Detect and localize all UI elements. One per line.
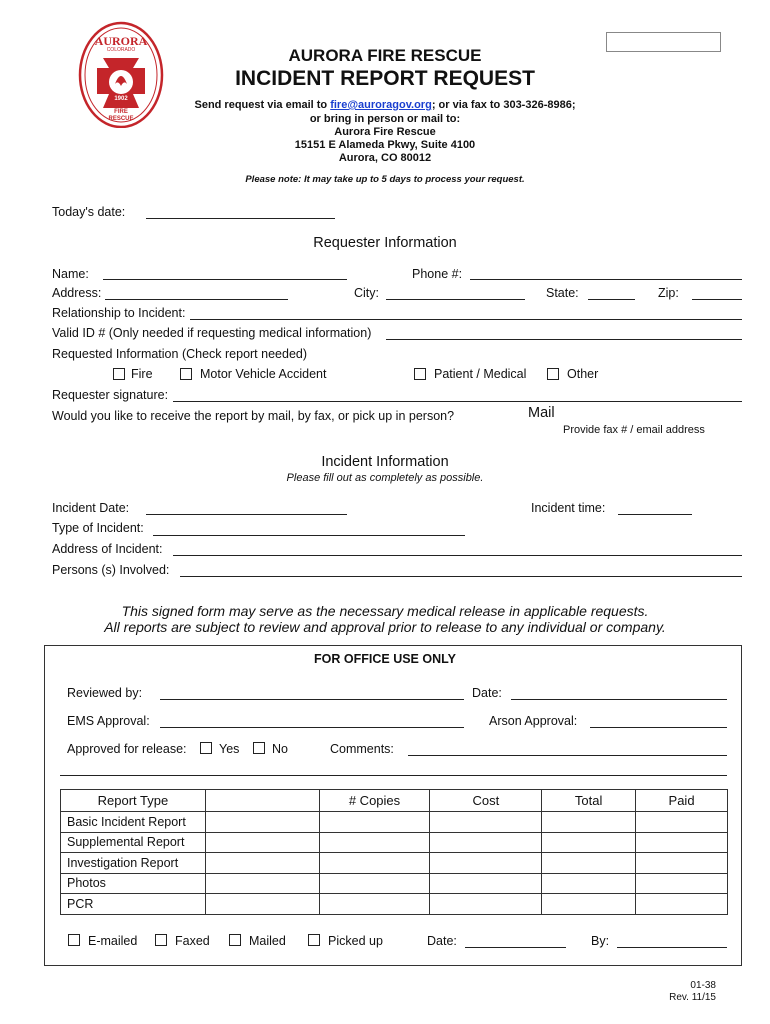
contact-line-2: or bring in person or mail to: <box>309 113 461 125</box>
requested-info-label: Requested Information (Check report needed) <box>52 347 308 361</box>
name-label: Name: <box>52 267 89 281</box>
logo-top-text: AURORA <box>94 34 148 48</box>
release-note-1: This signed form may serve as the necessary medical release in applicable requests. <box>121 603 649 619</box>
city-label: City: <box>354 286 379 300</box>
table-cell[interactable] <box>636 832 728 853</box>
table-cell[interactable] <box>542 812 636 833</box>
table-cell[interactable] <box>430 832 542 853</box>
row-label: PCR <box>61 894 206 915</box>
patient-medical-label: Patient / Medical <box>434 367 527 381</box>
persons-involved-field[interactable] <box>180 576 742 577</box>
requester-heading: Requester Information <box>313 235 457 251</box>
faxed-label: Faxed <box>175 934 210 948</box>
contact-line-4: 15151 E Alameda Pkwy, Suite 4100 <box>294 139 476 151</box>
incident-time-field[interactable] <box>618 514 692 515</box>
mailed-label: Mailed <box>249 934 286 948</box>
reviewed-by-field[interactable] <box>160 699 464 700</box>
table-header-row <box>61 790 728 812</box>
logo-sub-text: COLORADO <box>106 47 136 53</box>
picked-up-checkbox[interactable] <box>308 934 320 946</box>
incident-date-label: Incident Date: <box>52 501 130 515</box>
table-row <box>61 894 728 915</box>
picked-up-label: Picked up <box>328 934 383 948</box>
city-field[interactable] <box>386 299 525 300</box>
valid-id-field[interactable] <box>386 339 742 340</box>
table-row <box>61 832 728 853</box>
emailed-label: E-mailed <box>88 934 138 948</box>
sent-by-label: By: <box>591 934 610 948</box>
persons-involved-label: Persons (s) Involved: <box>52 563 170 577</box>
table-cell[interactable] <box>430 894 542 915</box>
table-cell[interactable] <box>205 832 319 853</box>
arson-approval-label: Arson Approval: <box>489 714 578 728</box>
table-cell[interactable] <box>319 894 430 915</box>
header-total: Total <box>542 790 636 812</box>
comments-label: Comments: <box>330 742 394 756</box>
processing-note: Please note: It may take up to 5 days to process your request. <box>245 174 525 185</box>
emailed-checkbox[interactable] <box>68 934 80 946</box>
delivery-hint: Provide fax # / email address <box>563 424 705 436</box>
table-cell[interactable] <box>319 812 430 833</box>
incident-subheading: Please fill out as completely as possible. <box>286 472 484 484</box>
office-use-heading: FOR OFFICE USE ONLY <box>314 652 456 666</box>
header-copies: # Copies <box>319 790 430 812</box>
comments-field[interactable] <box>408 755 727 756</box>
ems-approval-field[interactable] <box>160 727 464 728</box>
row-label: Basic Incident Report <box>61 812 206 833</box>
mailed-checkbox[interactable] <box>229 934 241 946</box>
header-paid: Paid <box>636 790 728 812</box>
release-note-2: All reports are subject to review and approval prior to release to any individual or company. <box>104 619 666 635</box>
table-cell[interactable] <box>542 853 636 874</box>
phone-label: Phone #: <box>412 267 463 281</box>
contact-line-1: Send request via email to fire@auroragov.org; or via fax to 303-326-8986; <box>194 99 576 111</box>
approved-no-label: No <box>272 742 288 756</box>
table-row <box>61 853 728 874</box>
arson-approval-field[interactable] <box>590 727 727 728</box>
reviewed-by-label: Reviewed by: <box>67 686 143 700</box>
incident-time-label: Incident time: <box>531 501 606 515</box>
sent-by-field[interactable] <box>617 947 727 948</box>
incident-date-field[interactable] <box>146 514 347 515</box>
table-cell[interactable] <box>542 832 636 853</box>
office-date-label: Date: <box>472 686 502 700</box>
approved-no-checkbox[interactable] <box>253 742 265 754</box>
relationship-label: Relationship to Incident: <box>52 306 186 320</box>
phone-field[interactable] <box>470 279 742 280</box>
header-blank <box>205 790 319 812</box>
table-cell[interactable] <box>205 853 319 874</box>
org-name: AURORA FIRE RESCUE <box>288 46 482 65</box>
relationship-field[interactable] <box>190 319 742 320</box>
valid-id-label: Valid ID # (Only needed if requesting medical information) <box>52 326 372 340</box>
approved-yes-checkbox[interactable] <box>200 742 212 754</box>
table-cell[interactable] <box>542 894 636 915</box>
table-cell[interactable] <box>205 894 319 915</box>
contact-line-3: Aurora Fire Rescue <box>334 126 436 138</box>
table-cell[interactable] <box>636 873 728 894</box>
zip-label: Zip: <box>658 286 679 300</box>
incident-address-field[interactable] <box>173 555 742 556</box>
other-checkbox[interactable] <box>547 368 559 380</box>
table-cell[interactable] <box>205 812 319 833</box>
delivery-method-select[interactable]: Mail <box>528 405 555 421</box>
logo-bottom-text: FIRE RESCUE <box>108 109 134 122</box>
table-cell[interactable] <box>319 873 430 894</box>
form-number: 01-38 <box>690 980 716 991</box>
table-cell[interactable] <box>319 853 430 874</box>
state-field[interactable] <box>588 299 635 300</box>
address-label: Address: <box>52 286 102 300</box>
zip-field[interactable] <box>692 299 742 300</box>
name-field[interactable] <box>103 279 347 280</box>
incident-address-label: Address of Incident: <box>52 542 163 556</box>
table-cell[interactable] <box>430 873 542 894</box>
table-cell[interactable] <box>430 812 542 833</box>
fire-option-label: Fire <box>131 367 153 381</box>
revision-date: Rev. 11/15 <box>669 992 716 1003</box>
incident-heading: Incident Information <box>321 454 449 470</box>
motor-vehicle-accident-checkbox[interactable] <box>180 368 192 380</box>
table-cell[interactable] <box>636 853 728 874</box>
table-cell[interactable] <box>430 853 542 874</box>
approved-for-release-label: Approved for release: <box>67 742 187 756</box>
signature-field[interactable] <box>173 401 742 402</box>
header-cost: Cost <box>430 790 542 812</box>
sent-date-label: Date: <box>427 934 457 948</box>
email-link[interactable]: fire@auroragov.org <box>330 99 432 111</box>
row-label: Investigation Report <box>61 853 206 874</box>
patient-medical-checkbox[interactable] <box>414 368 426 380</box>
delivery-question: Would you like to receive the report by mail, by fax, or pick up in person? <box>52 409 455 423</box>
ems-approval-label: EMS Approval: <box>67 714 150 728</box>
motor-vehicle-accident-label: Motor Vehicle Accident <box>200 367 327 381</box>
todays-date-label: Today's date: <box>52 205 126 219</box>
table-cell[interactable] <box>636 894 728 915</box>
header-report-type: Report Type <box>61 790 206 812</box>
signature-label: Requester signature: <box>52 388 169 402</box>
contact-line-5: Aurora, CO 80012 <box>338 152 432 164</box>
fire-checkbox[interactable] <box>113 368 125 380</box>
table-cell[interactable] <box>542 873 636 894</box>
table-row <box>61 812 728 833</box>
office-date-field[interactable] <box>511 699 727 700</box>
table-cell[interactable] <box>319 832 430 853</box>
sent-date-field[interactable] <box>465 947 566 948</box>
logo-year-text: 1902 <box>114 96 128 102</box>
incident-type-label: Type of Incident: <box>52 521 144 535</box>
table-cell[interactable] <box>205 873 319 894</box>
state-label: State: <box>546 286 579 300</box>
page-title: INCIDENT REPORT REQUEST <box>235 67 535 90</box>
approved-yes-label: Yes <box>219 742 240 756</box>
row-label: Supplemental Report <box>61 832 206 853</box>
comments-field-line-2[interactable] <box>60 775 727 776</box>
table-row <box>61 873 728 894</box>
row-label: Photos <box>61 873 206 894</box>
incident-type-field[interactable] <box>153 535 465 536</box>
other-option-label: Other <box>567 367 599 381</box>
todays-date-field[interactable] <box>146 218 335 219</box>
table-cell[interactable] <box>636 812 728 833</box>
report-type-table <box>60 789 728 915</box>
faxed-checkbox[interactable] <box>155 934 167 946</box>
address-field[interactable] <box>105 299 288 300</box>
